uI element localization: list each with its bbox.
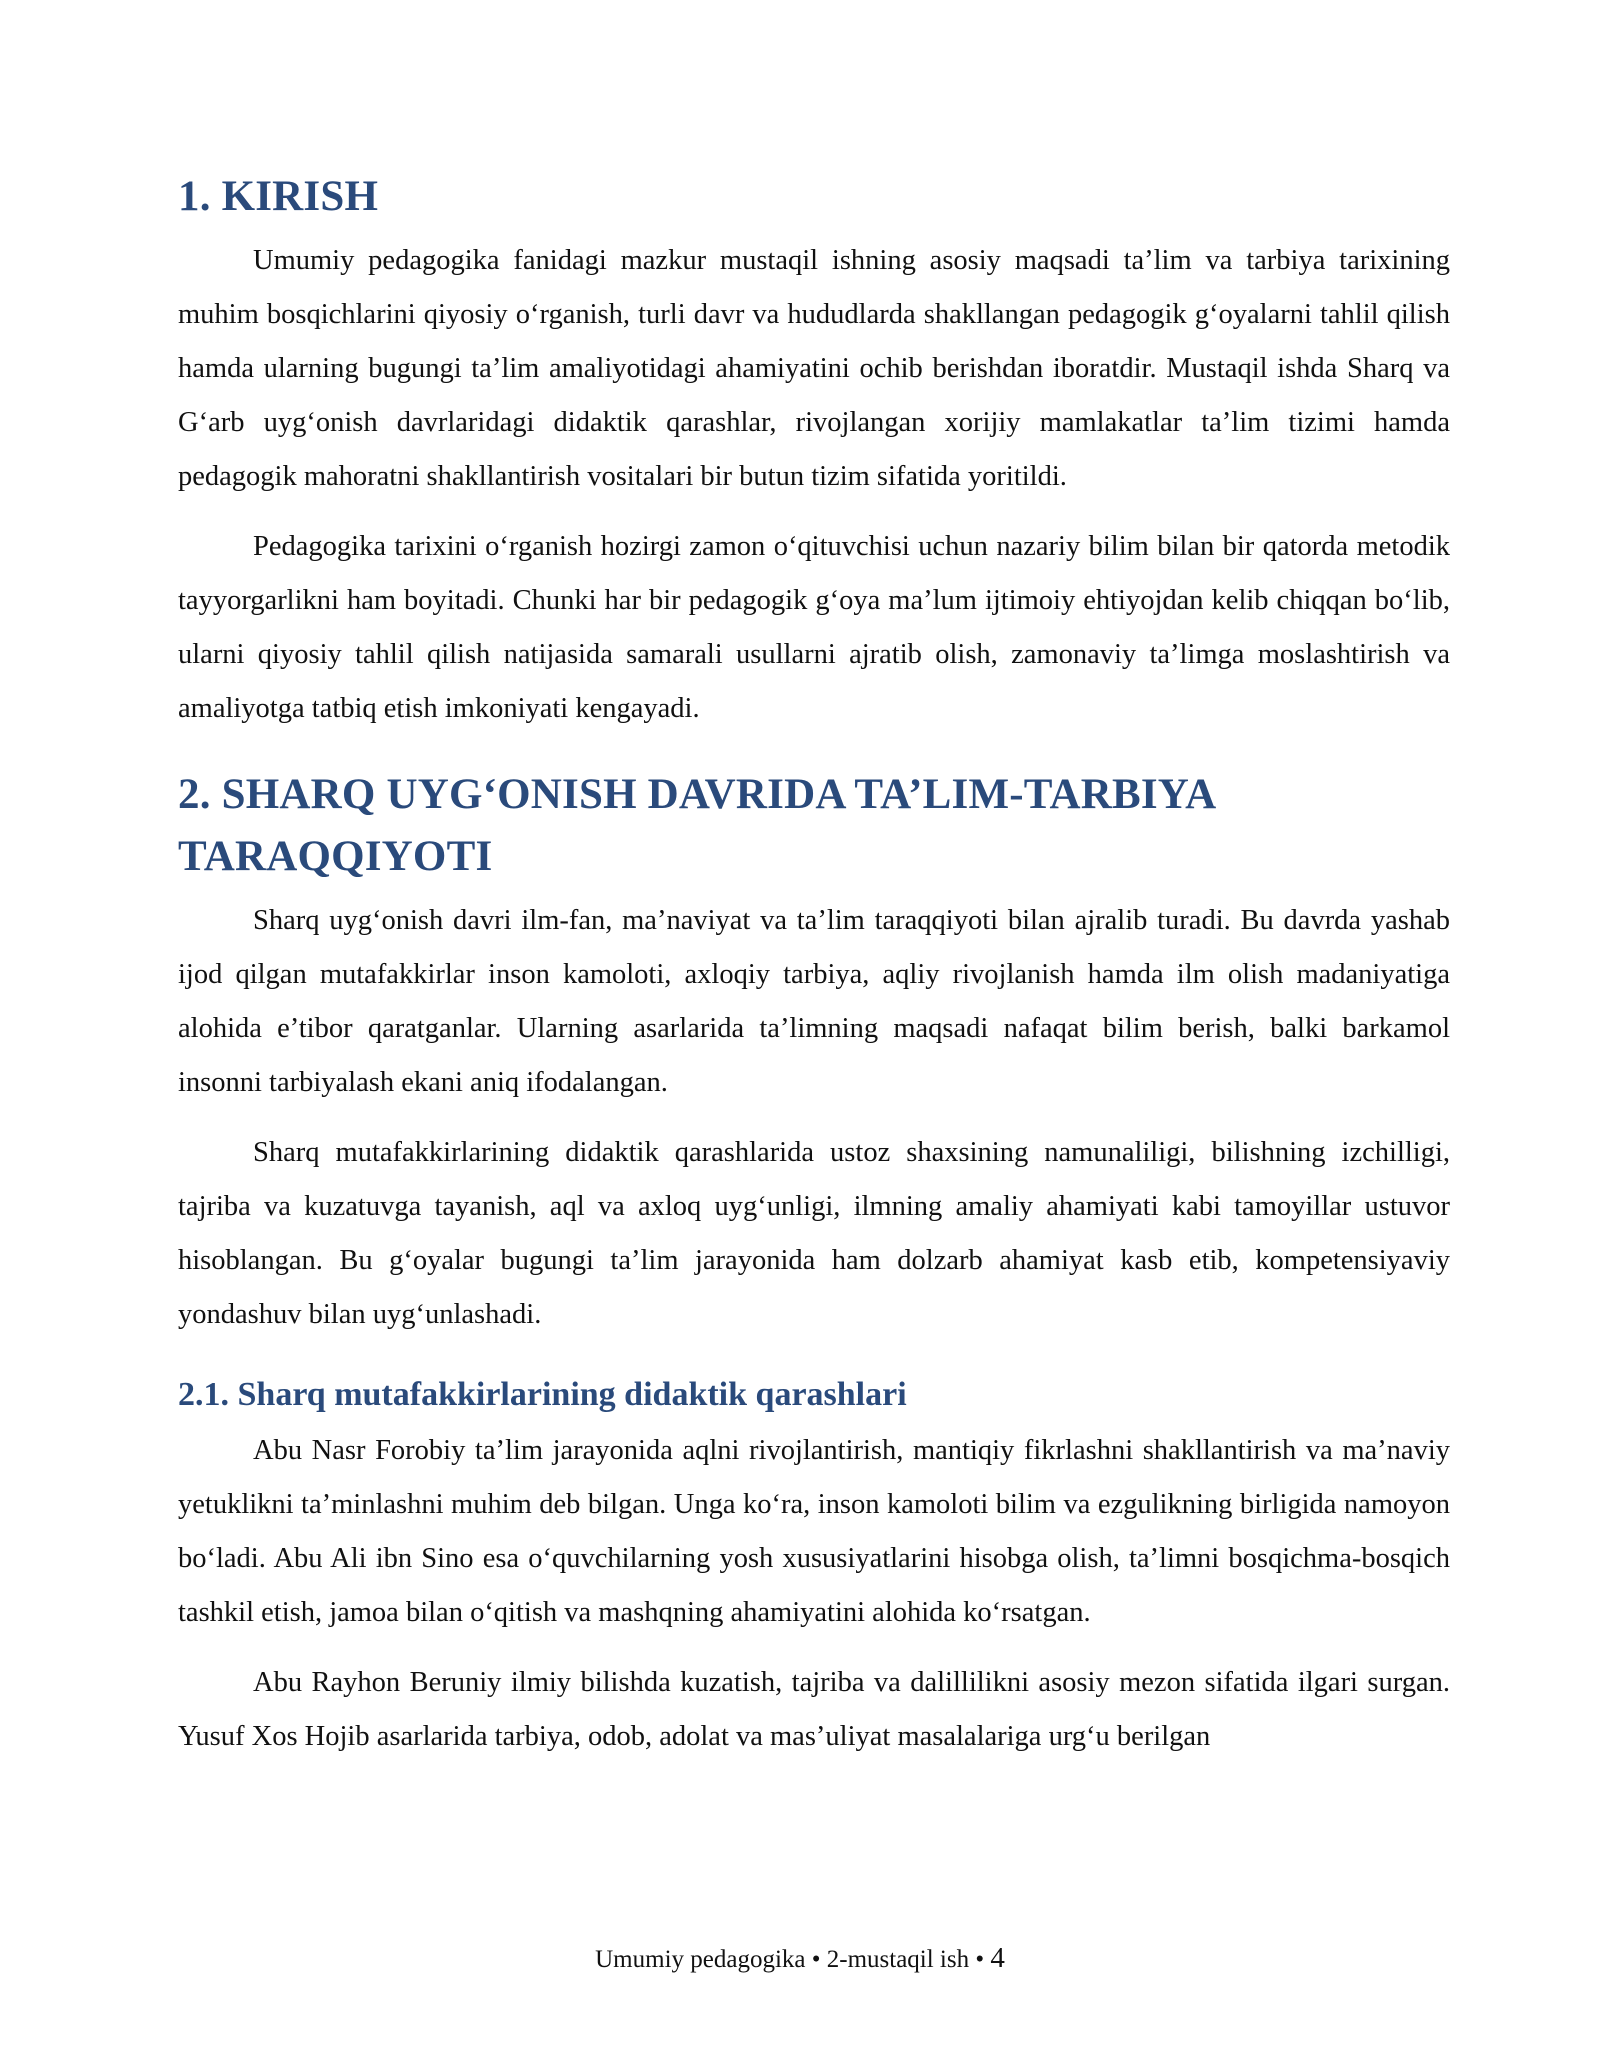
page-number: 4 (990, 1942, 1005, 1974)
subsection-heading-didaktik-qarashlar: 2.1. Sharq mutafakkirlarining didaktik qarashlari (178, 1376, 907, 1413)
footer-text: Umumiy pedagogika • 2-mustaqil ish • (595, 1946, 985, 1973)
section-heading-kirish: 1. KIRISH (178, 173, 379, 220)
paragraph: Pedagogika tarixini o‘rganish hozirgi zamon o‘qituvchisi uchun nazariy bilim bilan bir qatorda metodik tayyorgarlikni ham boyitadi. Chunki har bir pedagogik g‘oya ma’lum ijtimoiy ehtiyojdan kelib chiqqan bo‘lib, ularni qiyosiy tahlil qilish natijasida samarali usullarni ajratib olish, zamonaviy ta’limga moslashtirish va amaliyotga tatbiq etish imkoniyati kengayadi. (178, 531, 1450, 724)
paragraph: Sharq mutafakkirlarining didaktik qarashlarida ustoz shaxsining namunaliligi, bilishning izchilligi, tajriba va kuzatuvga tayanish, aql va axloq uyg‘unligi, ilmning amaliy ahamiyati kabi tamoyillar ustuvor hisoblangan. Bu g‘oyalar bugungi ta’lim jarayonida ham dolzarb ahamiyat kasb etib, kompetensiyaviy yondashuv bilan uyg‘unlashadi. (178, 1137, 1450, 1330)
paragraph: Umumiy pedagogika fanidagi mazkur mustaqil ishning asosiy maqsadi ta’lim va tarbiya tarixining muhim bosqichlarini qiyosiy o‘rganish, turli davr va hududlarda shakllangan pedagogik g‘oyalarni tahlil qilish hamda ularning bugungi ta’lim amaliyotidagi ahamiyatini ochib berishdan iboratdir. Mustaqil ishda Sharq va G‘arb uyg‘onish davrlaridagi didaktik qarashlar, rivojlangan xorijiy mamlakatlar ta’lim tizimi hamda pedagogik mahoratni shakllantirish vositalari bir butun tizim sifatida yoritildi. (178, 245, 1450, 492)
paragraph: Abu Rayhon Beruniy ilmiy bilishda kuzatish, tajriba va dalillilikni asosiy mezon sifatida ilgari surgan. Yusuf Xos Hojib asarlarida tarbiya, odob, adolat va mas’uliyat masalalariga urg‘u berilgan (178, 1667, 1450, 1752)
page-footer (0, 1938, 1600, 1980)
paragraph: Sharq uyg‘onish davri ilm-fan, ma’naviyat va ta’lim taraqqiyoti bilan ajralib turadi. Bu davrda yashab ijod qilgan mutafakkirlar inson kamoloti, axloqiy tarbiya, aqliy rivojlanish hamda ilm olish madaniyatiga alohida e’tibor qaratganlar. Ularning asarlarida ta’limning maqsadi nafaqat bilim berish, balki barkamol insonni tarbiyalash ekani aniq ifodalangan. (178, 905, 1450, 1098)
section-heading-sharq-uygonish: 2. SHARQ UYG‘ONISH DAVRIDA TA’LIM-TARBIYA TARAQQIYOTI (178, 771, 1214, 880)
paragraph: Abu Nasr Forobiy ta’lim jarayonida aqlni rivojlantirish, mantiqiy fikrlashni shakllantirish va ma’naviy yetuklikni ta’minlashni muhim deb bilgan. Unga ko‘ra, inson kamoloti bilim va ezgulikning birligida namoyon bo‘ladi. Abu Ali ibn Sino esa o‘quvchilarning yosh xususiyatlarini hisobga olish, ta’limni bosqichma-bosqich tashkil etish, jamoa bilan o‘qitish va mashqning ahamiyatini alohida ko‘rsatgan. (178, 1435, 1450, 1628)
document-page (178, 166, 1450, 1780)
